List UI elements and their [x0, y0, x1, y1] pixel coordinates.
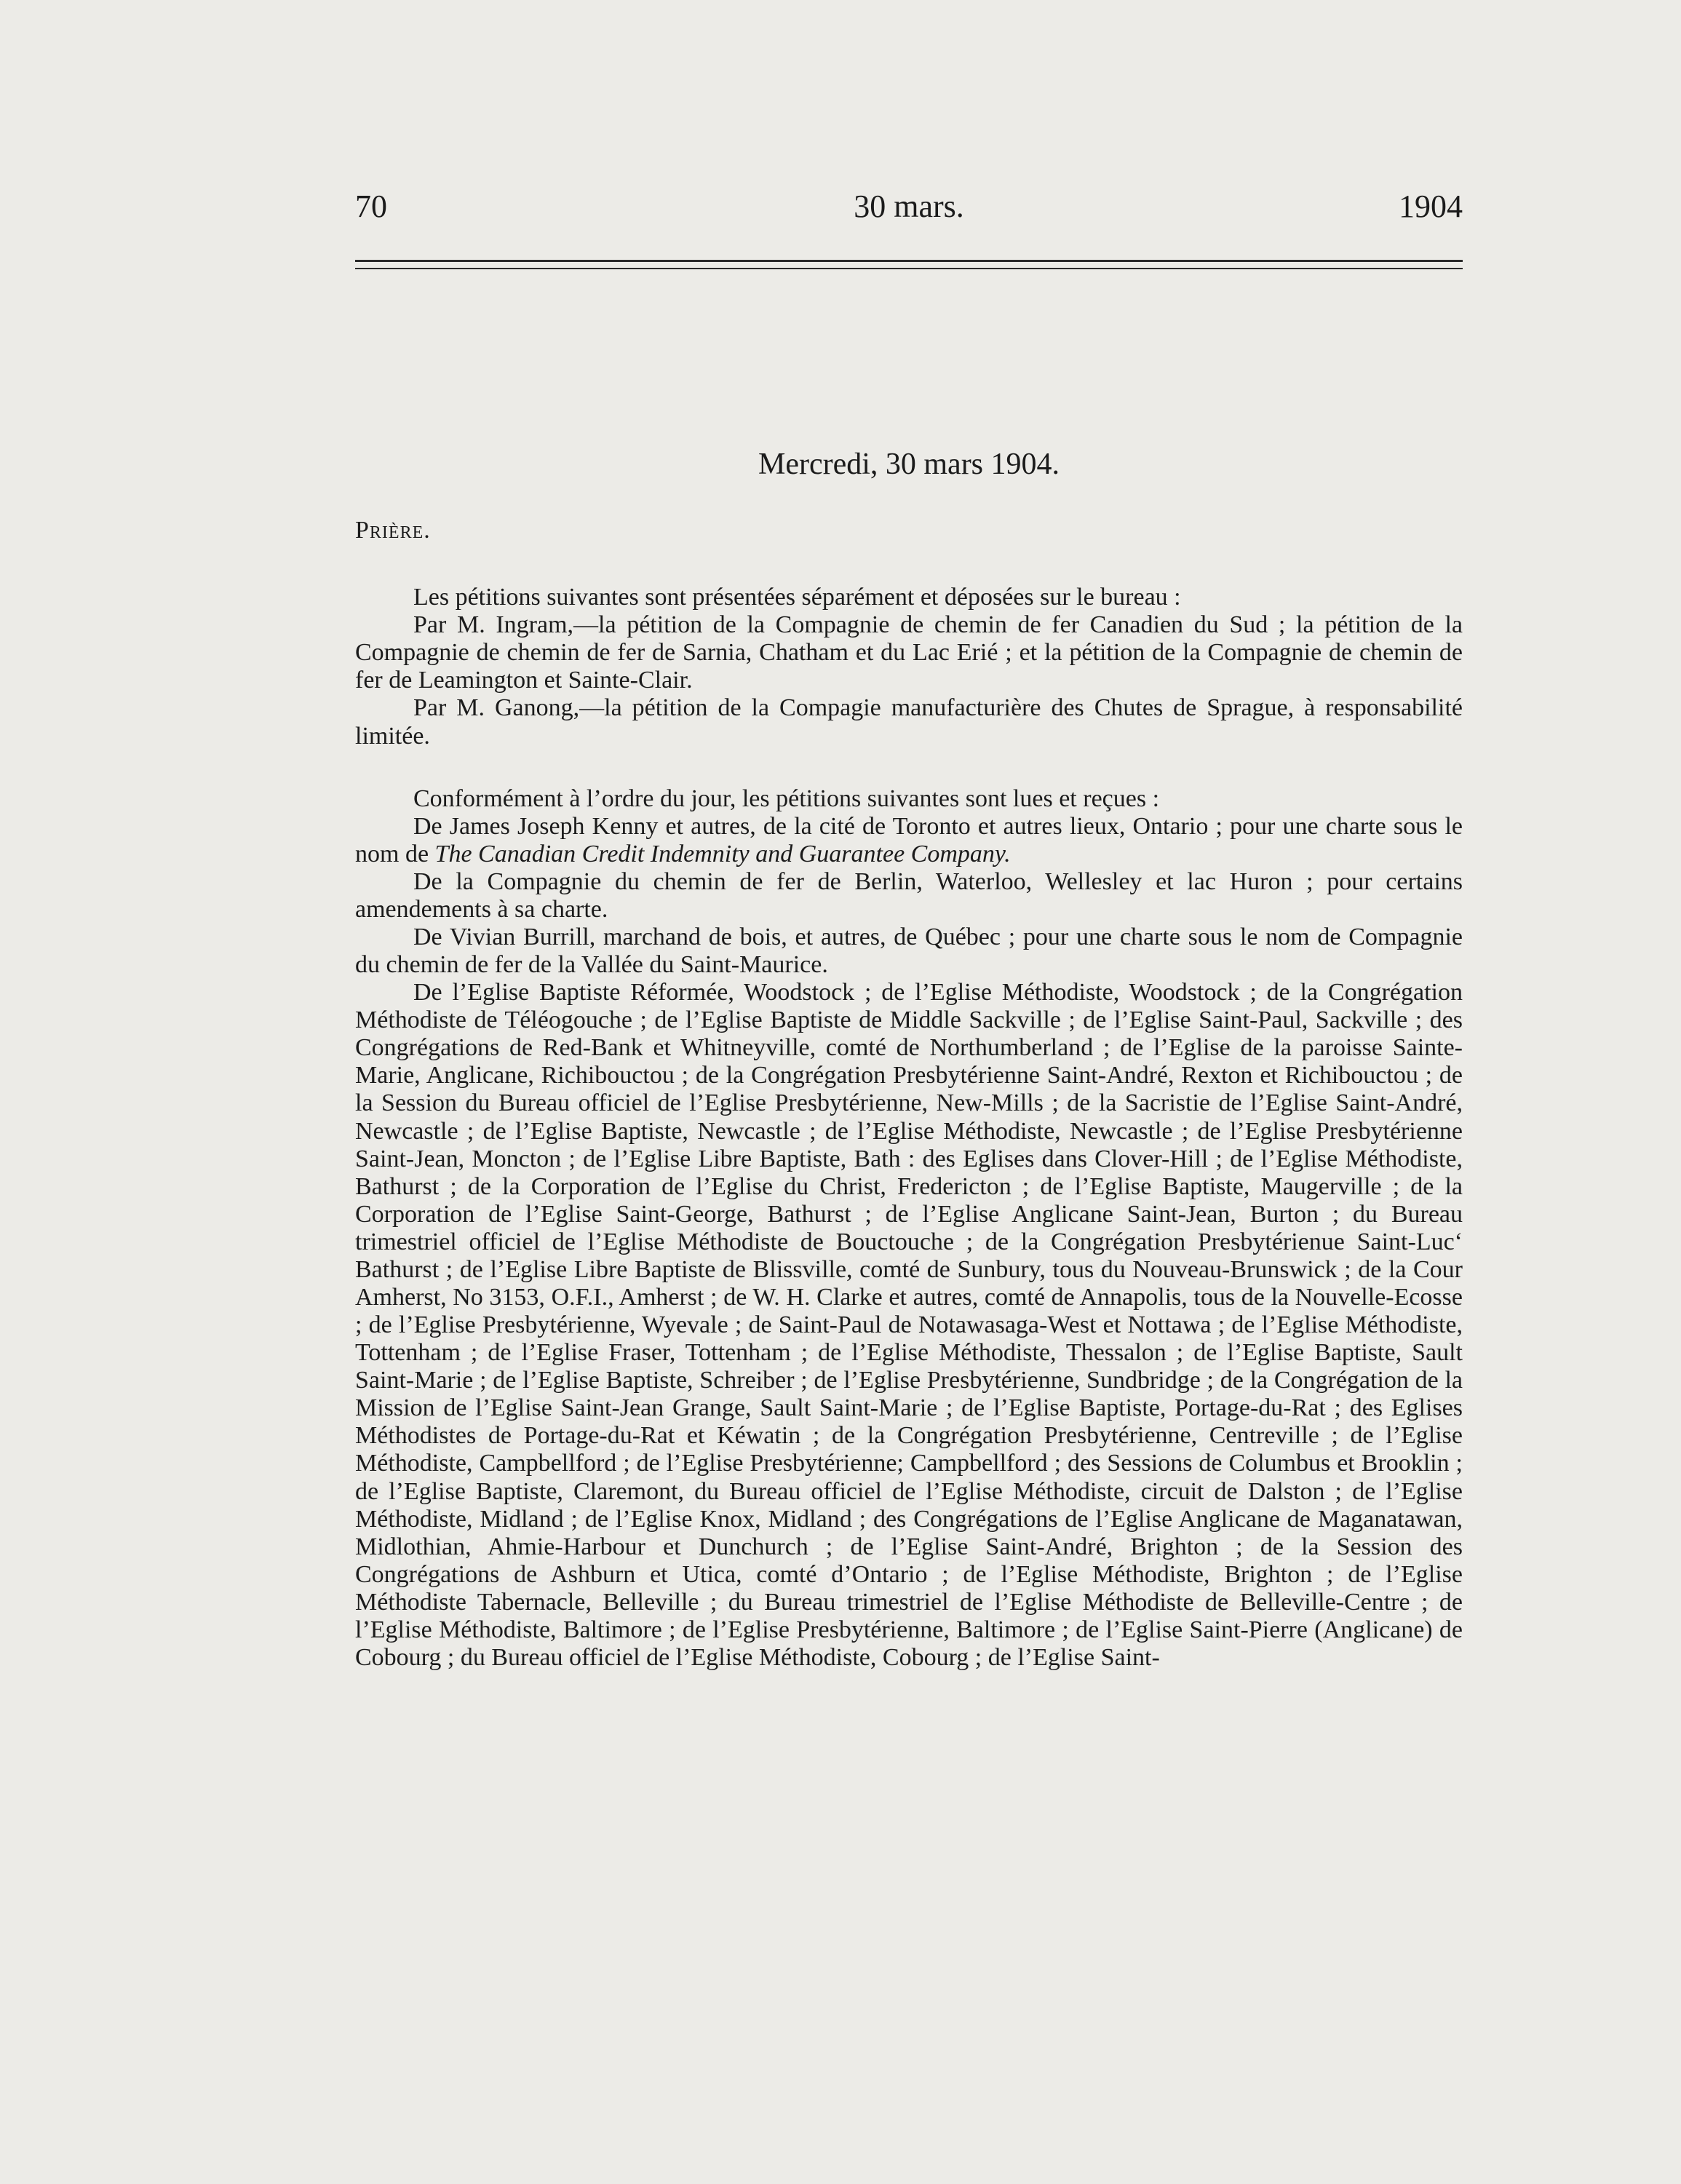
- priere-heading: Prière.: [355, 517, 431, 544]
- paragraph-berlin-waterloo: De la Compagnie du chemin de fer de Berlin, Waterloo, Wellesley et lac Huron ; pour certains amendements à sa charte.: [355, 867, 1463, 923]
- header-rule-bottom: [355, 268, 1463, 269]
- page-number: 70: [355, 188, 387, 224]
- paragraph-ganong: Par M. Ganong,—la pétition de la Compagie manufacturière des Chutes de Sprague, à responsabilité limitée.: [355, 694, 1463, 750]
- page-body: [355, 448, 1463, 1672]
- header-year: 1904: [1399, 188, 1463, 224]
- header-rule-top: [355, 260, 1463, 262]
- paragraph-petitions-intro: Les pétitions suivantes sont présentées séparément et déposées sur le bureau :: [413, 584, 1181, 611]
- paragraph-ordre-du-jour: Conformément à l’ordre du jour, les pétitions suivantes sont lues et reçues :: [413, 785, 1160, 812]
- paragraph-ingram: Par M. Ingram,—la pétition de la Compagnie de chemin de fer Canadien du Sud ; la pétition de la Compagnie de chemin de fer de Sarnia, Chatham et du Lac Erié ; et la pétition de la Compagnie de chemin de fer de Leamington et Sainte-Clair.: [355, 611, 1463, 694]
- paragraph-burrill: De Vivian Burrill, marchand de bois, et autres, de Québec ; pour une charte sous le nom de Compagnie du chemin de fer de la Vallée du Saint-Maurice.: [355, 923, 1463, 979]
- kenny-text: De James Joseph Kenny et autres, de la cité de Toronto et autres lieux, Ontario ; pour une charte sous le nom de: [355, 812, 1463, 867]
- header-date: 30 mars.: [854, 188, 964, 224]
- page-header: [355, 188, 1463, 231]
- paragraph-kenny: [355, 813, 1463, 868]
- company-name-italic: The Canadian Credit Indemnity and Guarantee Company.: [434, 840, 1011, 867]
- sitting-title: Mercredi, 30 mars 1904.: [758, 448, 1060, 481]
- paragraph-eglises: De l’Eglise Baptiste Réformée, Woodstock ; de l’Eglise Méthodiste, Woodstock ; de la Congrégation Méthodiste de Téléogouche ; de l’Eglise Baptiste de Middle Sackville ; de l’Eglise Saint-Paul, Sackville ; des Congrégations de Red-Bank et Whitneyville, comté de Northumberland ; de l’Eglise de la paroisse Sainte-Marie, Anglicane, Richibouctou ; de la Congrégation Presbytérienne Saint-André, Rexton et Richibouctou ; de la Session du Bureau officiel de l’Eglise Presbytérienne, New-Mills ; de la Sacristie de l’Eglise Saint-André, Newcastle ; de l’Eglise Baptiste, Newcastle ; de l’Eglise Méthodiste, Newcastle ; de l’Eglise Presbytérienne Saint-Jean, Moncton ; de l’Eglise Libre Baptiste, Bath : des Eglises dans Clover-Hill ; de l’Eglise Méthodiste, Bathurst ; de la Corporation de l’Eglise du Christ, Fredericton ; de l’Eglise Baptiste, Maugerville ; de la Corporation de l’Eglise Saint-George, Bathurst ; de l’Eglise Anglicane Saint-Jean, Burton ; du Bureau trimestriel officiel de l’Eglise Méthodiste de Bouctouche ; de la Congrégation Presbytérienue Saint-Luc‘ Bathurst ; de l’Eglise Libre Baptiste de Blissville, comté de Sunbury, tous du Nouveau-Brunswick ; de la Cour Amherst, No 3153, O.F.I., Amherst ; de W. H. Clarke et autres, comté de Annapolis, tous de la Nouvelle-Ecosse ; de l’Eglise Presbytérienne, Wyevale ; de Saint-Paul de Notawasaga-West et Nottawa ; de l’Eglise Méthodiste, Tottenham ; de l’Eglise Fraser, Tottenham ; de l’Eglise Méthodiste, Thessalon ; de l’Eglise Baptiste, Sault Saint-Marie ; de l’Eglise Baptiste, Schreiber ; de l’Eglise Presbytérienne, Sundbridge ; de la Congrégation de la Mission de l’Eglise Saint-Jean Grange, Sault Saint-Marie ; de l’Eglise Baptiste, Portage-du-Rat ; des Eglises Méthodistes de Portage-du-Rat et Kéwatin ; de la Congrégation Presbytérienne, Centreville ; de l’Eglise Méthodiste, Campbellford ; de l’Eglise Presbytérienne; Campbellford ; des Sessions de Columbus et Brooklin ; de l’Eglise Baptiste, Claremont, du Bureau officiel de l’Eglise Méthodiste, circuit de Dalston ; de l’Eglise Méthodiste, Midland ; de l’Eglise Knox, Midland ; des Congrégations de l’Eglise Anglicane de Maganatawan, Midlothian, Ahmie-Harbour et Dunchurch ; de l’Eglise Saint-André, Brighton ; de la Session des Congrégations de Ashburn et Utica, comté d’Ontario ; de l’Eglise Méthodiste, Brighton ; de l’Eglise Méthodiste Tabernacle, Belleville ; du Bureau trimestriel de l’Eglise Méthodiste de Belleville-Centre ; de l’Eglise Méthodiste, Baltimore ; de l’Eglise Presbytérienne, Baltimore ; de l’Eglise Saint-Pierre (Anglicane) de Cobourg ; du Bureau officiel de l’Eglise Méthodiste, Cobourg ; de l’Eglise Saint-: [355, 979, 1463, 1671]
